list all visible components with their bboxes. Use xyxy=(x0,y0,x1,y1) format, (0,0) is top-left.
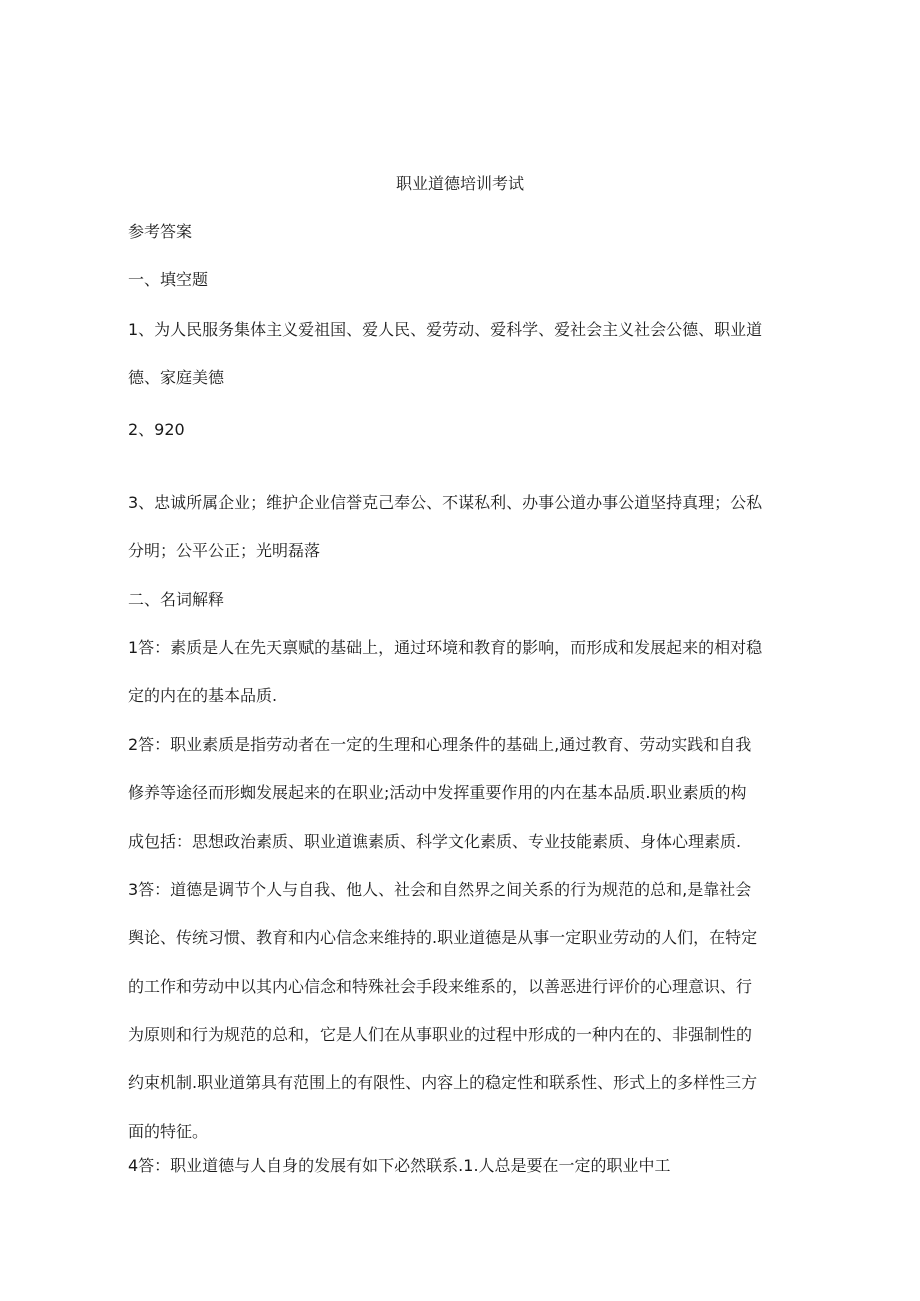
paragraph-line: 为原则和行为规范的总和，它是人们在从事职业的过程中形成的一种内在的、非强制性的 xyxy=(128,1025,753,1044)
paragraph-line: 定的内在的基本品质. xyxy=(128,686,278,705)
answer-key-heading: 参考答案 xyxy=(128,222,193,241)
paragraph-line: 3、忠诚所属企业；维护企业信誉克己奉公、不谋私利、办事公道办事公道坚持真理；公私 xyxy=(128,493,763,512)
paragraph-line: 2答：职业素质是指劳动者在一定的生理和心理条件的基础上,通过教育、劳动实践和自我 xyxy=(128,735,752,754)
paragraph-line: 约束机制.职业道第具有范围上的有限性、内容上的稳定性和联系性、形式上的多样性三方 xyxy=(128,1073,758,1092)
paragraph-line: 面的特征。 xyxy=(128,1122,209,1141)
section-heading-fill-in: 一、填空题 xyxy=(128,270,209,289)
paragraph-line: 1答：素质是人在先天禀赋的基础上，通过环境和教育的影响，而形成和发展起来的相对稳 xyxy=(128,638,763,657)
paragraph-line: 1、为人民服务集体主义爱祖国、爱人民、爱劳动、爱科学、爱社会主义社会公德、职业道 xyxy=(128,320,763,339)
paragraph-line: 舆论、传统习惯、教育和内心信念来维持的.职业道德是从事一定职业劳动的人们，在特定 xyxy=(128,928,758,947)
paragraph-line: 的工作和劳动中以其内心信念和特殊社会手段来维系的，以善恶进行评价的心理意识、行 xyxy=(128,977,753,996)
paragraph-line: 成包括：思想政治素质、职业道谯素质、科学文化素质、专业技能素质、身体心理素质. xyxy=(128,832,742,851)
paragraph-line: 分明；公平公正；光明磊落 xyxy=(128,541,321,560)
document-title: 职业道德培训考试 xyxy=(395,174,524,193)
section-heading-definitions: 二、名词解释 xyxy=(128,590,225,609)
paragraph-line: 修养等途径而形蜘发展起来的在职业;活动中发挥重要作用的内在基本品质.职业素质的构 xyxy=(128,783,747,802)
paragraph-line: 德、家庭美德 xyxy=(128,368,225,387)
paragraph-line: 4答：职业道德与人自身的发展有如下必然联系.1.人总是要在一定的职业中工 xyxy=(128,1156,671,1175)
paragraph-line: 3答：道德是调节个人与自我、他人、社会和自然界之间关系的行为规范的总和,是靠社会 xyxy=(128,880,752,899)
paragraph-line: 2、920 xyxy=(128,420,185,439)
